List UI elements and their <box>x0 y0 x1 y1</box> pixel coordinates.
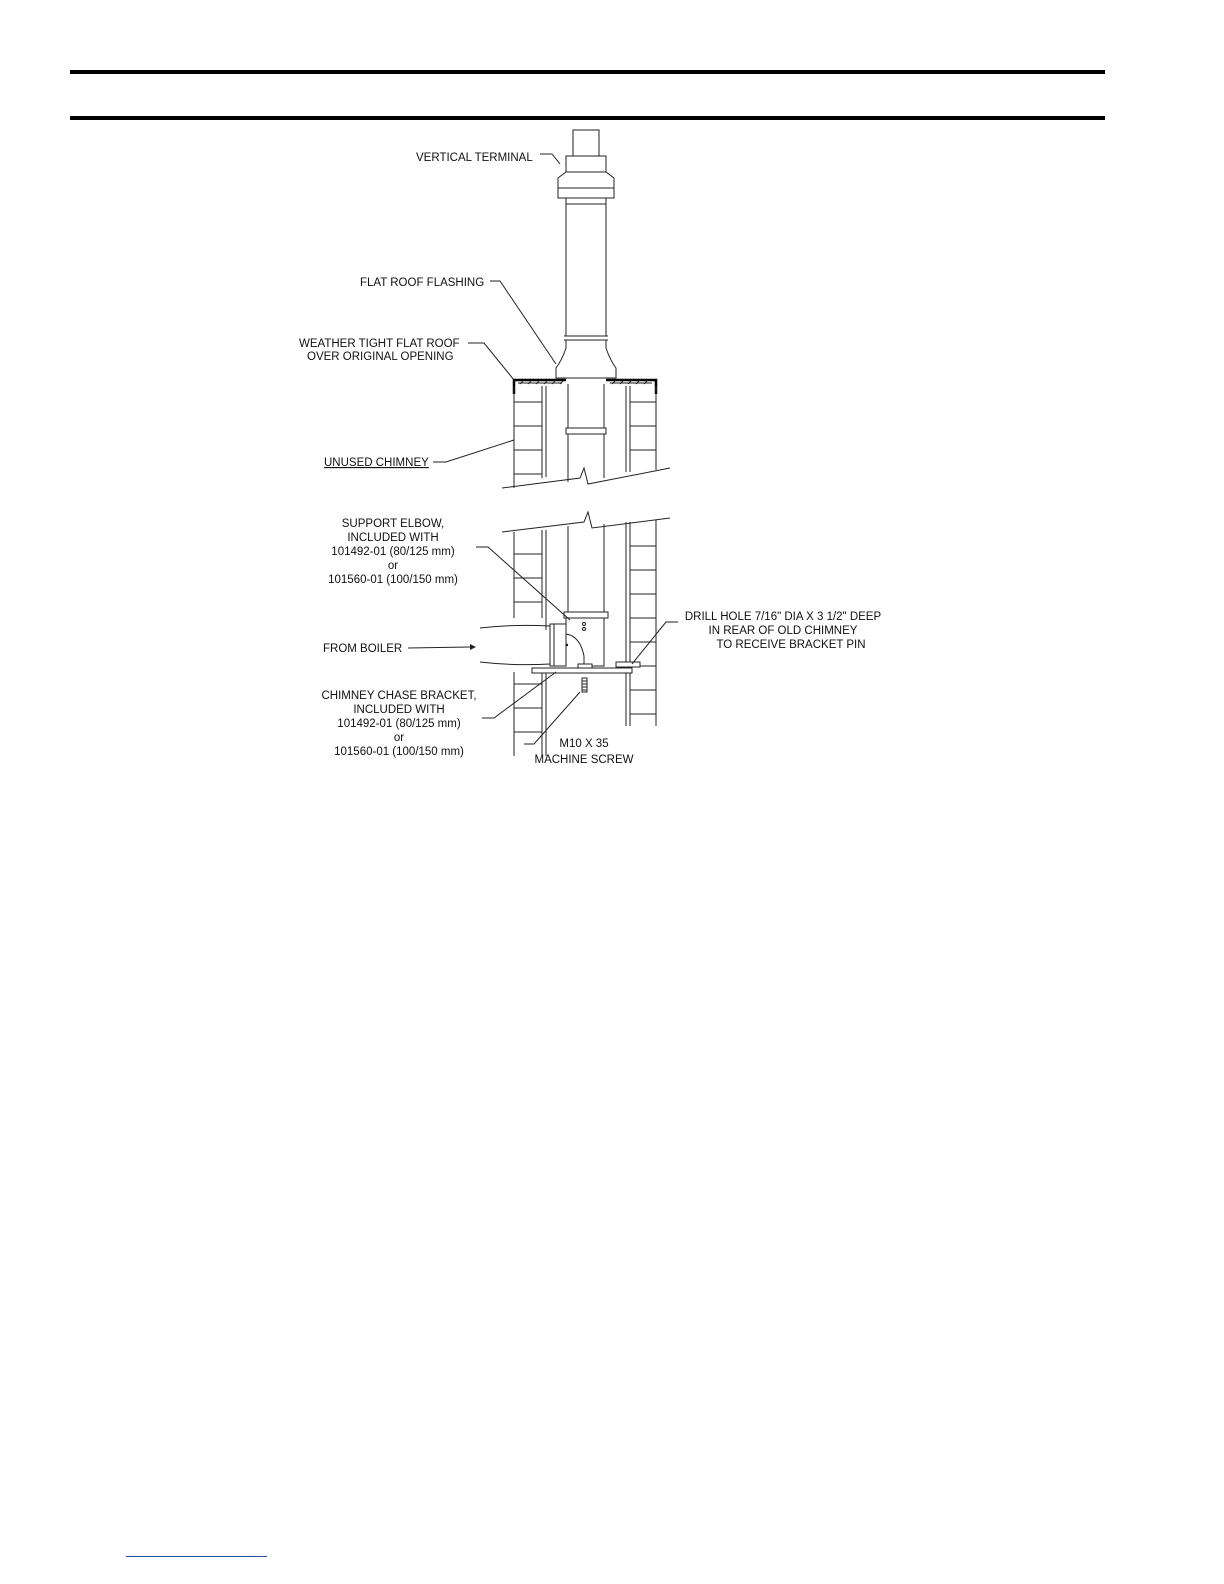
label-machine-screw <box>534 738 633 766</box>
bracket-line4: or <box>393 732 405 744</box>
label-vertical-terminal: VERTICAL TERMINAL <box>416 152 533 164</box>
weather-tight-roof <box>514 380 656 394</box>
bracket-line3: 101492-01 (80/125 mm) <box>337 718 461 730</box>
support-elbow-line1: SUPPORT ELBOW, <box>341 518 445 530</box>
bracket-line5: 101560-01 (100/150 mm) <box>334 746 464 758</box>
vent-pipe-lower <box>564 524 608 618</box>
drill-line2: IN REAR OF OLD CHIMNEY <box>708 625 858 637</box>
support-elbow-line3: 101492-01 (80/125 mm) <box>331 546 455 558</box>
label-flat-roof-flashing: FLAT ROOF FLASHING <box>360 277 485 289</box>
vertical-terminal <box>558 130 614 198</box>
unused-chimney-upper <box>502 384 670 488</box>
drill-line3: TO RECEIVE BRACKET PIN <box>716 639 866 651</box>
bracket-line1: CHIMNEY CHASE BRACKET, <box>321 690 477 702</box>
machine-screw <box>582 678 587 692</box>
vent-pipe-upper <box>564 198 608 340</box>
label-from-boiler: FROM BOILER <box>323 643 403 655</box>
support-elbow-line4: or <box>387 560 399 572</box>
leader-lines <box>408 154 678 744</box>
flat-roof-flashing <box>556 340 616 378</box>
screw-line2: MACHINE SCREW <box>534 754 634 766</box>
support-elbow-line5: 101560-01 (100/150 mm) <box>328 574 458 586</box>
label-weather-tight-line1: WEATHER TIGHT FLAT ROOF <box>299 338 460 350</box>
label-drill-hole <box>685 611 882 651</box>
support-elbow-line2: INCLUDED WITH <box>347 532 439 544</box>
label-weather-tight-line2: OVER ORIGINAL OPENING <box>307 351 454 363</box>
drill-line1: DRILL HOLE 7/16" DIA X 3 1/2" DEEP <box>684 611 882 623</box>
label-unused-chimney: UNUSED CHIMNEY <box>324 457 429 469</box>
label-chimney-chase-bracket <box>321 690 476 758</box>
support-elbow <box>550 618 604 666</box>
bracket-line2: INCLUDED WITH <box>353 704 445 716</box>
horizontal-pipe-from-boiler <box>480 625 550 664</box>
footer-link-underline <box>126 1556 267 1557</box>
screw-line1: M10 X 35 <box>559 738 609 750</box>
label-support-elbow <box>328 518 458 586</box>
